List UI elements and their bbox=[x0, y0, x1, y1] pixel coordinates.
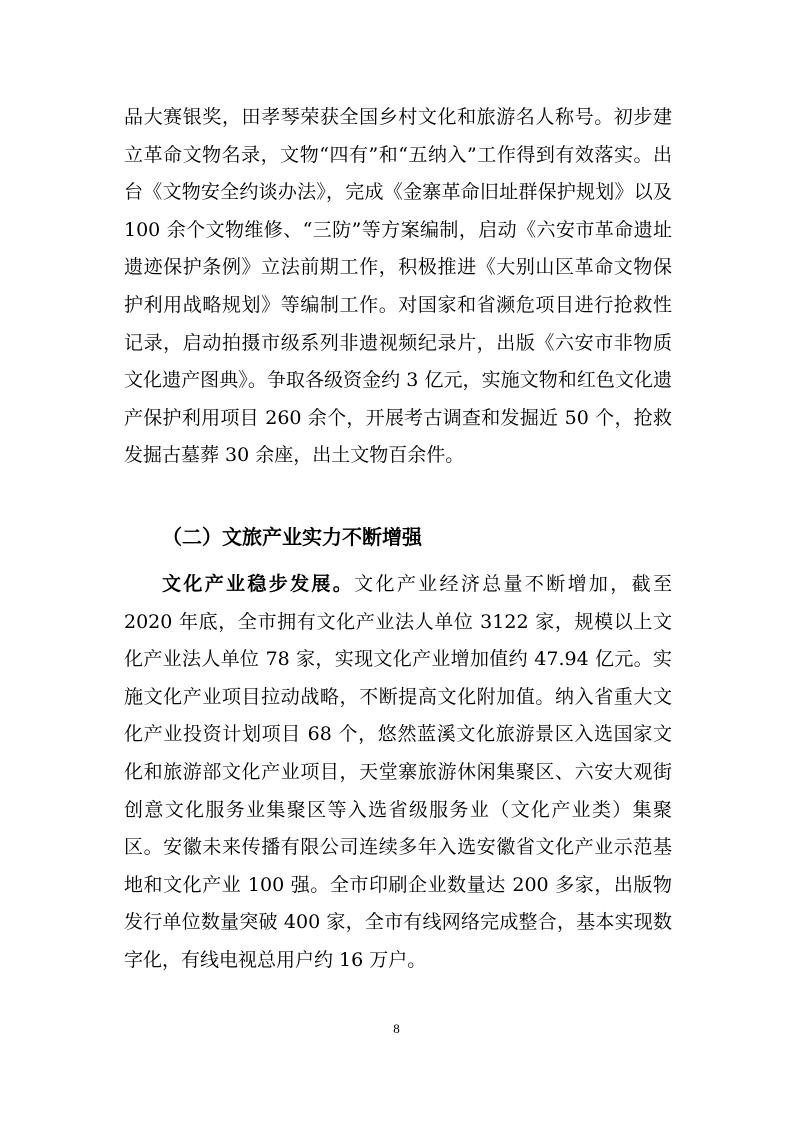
paragraph-lead-phrase: 文化产业稳步发展。 bbox=[162, 573, 355, 595]
paragraph-body-text: 文化产业经济总量不断增加，截至 2020 年底，全市拥有文化产业法人单位 3122 家，规模以上文化产业法人单位 78 家，实现文化产业增加值约 47.94 亿元。实施文化产业项目拉动战略，不断提高文化附加值。纳入省重大文化产业投资计划项目 68 个，悠然蓝溪文化旅游景区入选国家文化和旅游部文化产业项目，天堂寨旅游休闲集聚区、六安大观街创意文化服务业集聚区等入选省级服务业（文化产业类）集聚区。安徽未来传播有限公司连续多年入选安徽省文化产业示范基地和文化产业 100 强。全市印刷企业数量达 200 多家，出版物发行单位数量突破 400 家，全市有线网络完成整合，基本实现数字化，有线电视总用户约 16 万户。 bbox=[124, 573, 672, 971]
section-heading: （二）文旅产业实力不断增强 bbox=[162, 525, 422, 549]
body-paragraph-cultural-heritage: 品大赛银奖，田孝琴荣获全国乡村文化和旅游名人称号。初步建立革命文物名录，文物“四有”和“五纳入”工作得到有效落实。出台《文物安全约谈办法》，完成《金寨革命旧址群保护规划》以及 100 余个文物维修、“三防”等方案编制，启动《六安市革命遗址遗迹保护条例》立法前期工作，积极推进《大别山区革命文物保护利用战略规划》等编制工作。对国家和省濒危项目进行抢救性记录，启动拍摄市级系列非遗视频纪录片，出版《六安市非物质文化遗产图典》。争取各级资金约 3 亿元，实施文物和红色文化遗产保护利用项目 260 余个，开展考古调查和发掘近 50 个，抢救发掘古墓葬 30 余座，出土文物百余件。 bbox=[124, 106, 672, 467]
page-number: 8 bbox=[393, 1021, 400, 1036]
body-paragraph-cultural-industry bbox=[124, 566, 672, 980]
